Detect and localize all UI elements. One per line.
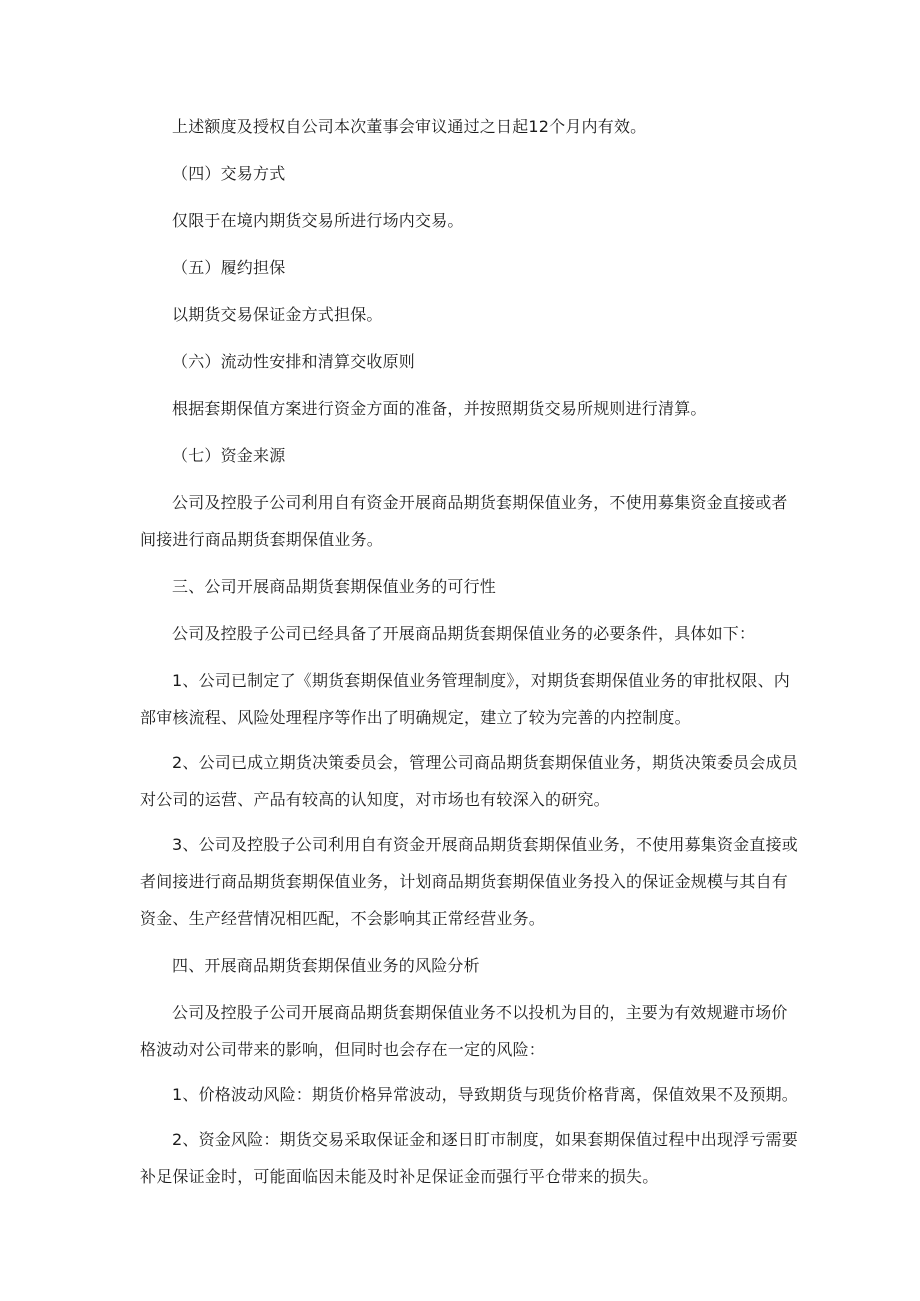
paragraph-risk-price: 1、价格波动风险：期货价格异常波动，导致期货与现货价格背离，保值效果不及预期。 [172,1085,798,1104]
paragraph-risk-intro: 公司及控股子公司开展商品期货套期保值业务不以投机为目的，主要为有效规避市场价格波动对公司带来的影响，但同时也会存在一定的风险： [140,1003,788,1059]
paragraph-funding-source: 公司及控股子公司利用自有资金开展商品期货套期保值业务，不使用募集资金直接或者间接进行商品期货套期保值业务。 [140,493,788,549]
paragraph-liquidity-settlement: 根据套期保值方案进行资金方面的准备，并按照期货交易所规则进行清算。 [172,399,707,418]
paragraph-feasibility-item-1: 1、公司已制定了《期货套期保值业务管理制度》，对期货套期保值业务的审批权限、内部审核流程、风险处理程序等作出了明确规定，建立了较为完善的内控制度。 [140,671,790,727]
paragraph-feasibility-item-2: 2、公司已成立期货决策委员会，管理公司商品期货套期保值业务，期货决策委员会成员对公司的运营、产品有较高的认知度，对市场也有较深入的研究。 [140,753,798,809]
paragraph-performance-guarantee: 以期货交易保证金方式担保。 [172,305,383,324]
heading-funding-source: （七）资金来源 [172,446,286,465]
heading-risk-analysis: 四、开展商品期货套期保值业务的风险分析 [172,956,480,975]
document-body [140,108,798,1205]
paragraph-trading-method: 仅限于在境内期货交易所进行场内交易。 [172,211,464,230]
heading-performance-guarantee: （五）履约担保 [172,258,286,277]
paragraph-feasibility-intro: 公司及控股子公司已经具备了开展商品期货套期保值业务的必要条件，具体如下： [172,624,756,643]
paragraph-authorization-validity: 上述额度及授权自公司本次董事会审议通过之日起12个月内有效。 [172,117,647,136]
paragraph-feasibility-item-3: 3、公司及控股子公司利用自有资金开展商品期货套期保值业务，不使用募集资金直接或者间接进行商品期货套期保值业务，计划商品期货套期保值业务投入的保证金规模与其自有资金、生产经营情况相匹配，不会影响其正常经营业务。 [140,835,798,928]
paragraph-risk-capital: 2、资金风险：期货交易采取保证金和逐日盯市制度，如果套期保值过程中出现浮亏需要补足保证金时，可能面临因未能及时补足保证金而强行平仓带来的损失。 [140,1130,798,1186]
heading-trading-method: （四）交易方式 [172,164,286,183]
heading-feasibility: 三、公司开展商品期货套期保值业务的可行性 [172,577,497,596]
heading-liquidity-settlement: （六）流动性安排和清算交收原则 [172,352,416,371]
